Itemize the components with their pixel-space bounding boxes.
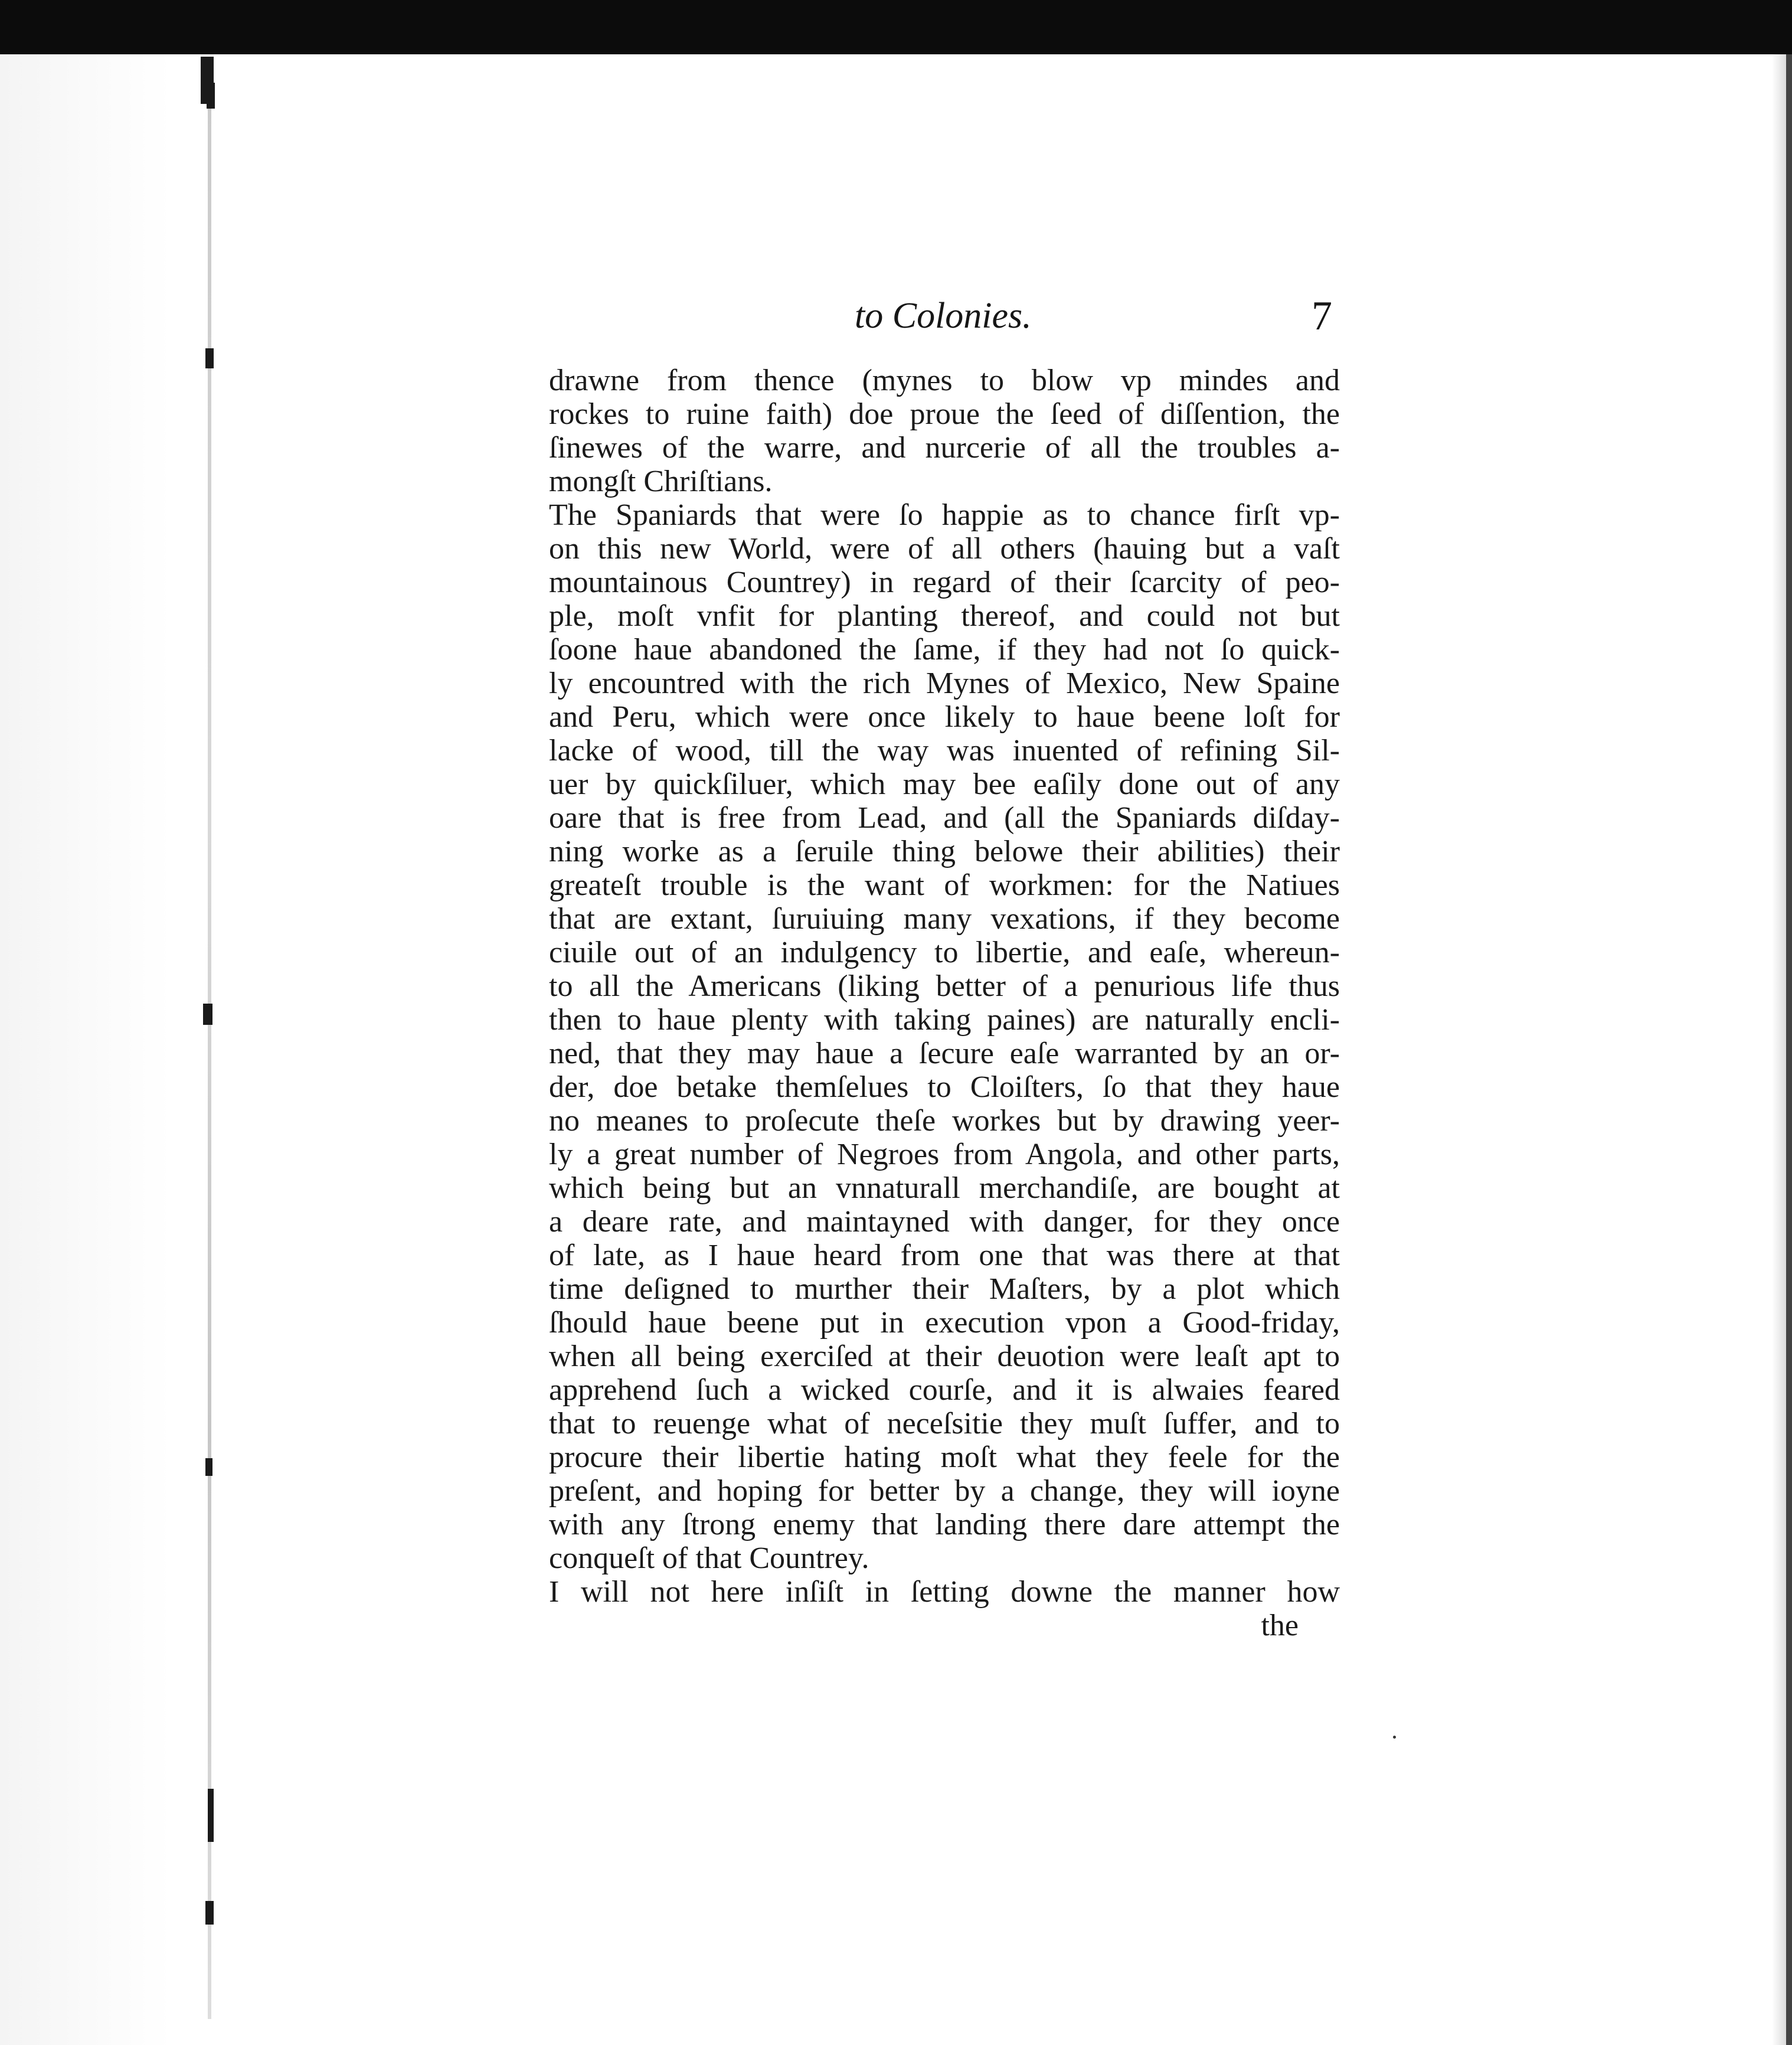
text-line: of late, as I haue heard from one that was there at that — [549, 1239, 1340, 1272]
page-gutter-shadow — [0, 54, 171, 2045]
text-line: oare that is free from Lead, and (all the Spaniards diſday- — [549, 801, 1340, 835]
text-line: ning worke as a ſeruile thing belowe their abilities) their — [549, 835, 1340, 868]
text-line: rockes to ruine faith) doe proue the ſeed of diſſention, the — [549, 397, 1340, 431]
text-line: apprehend ſuch a wicked courſe, and it is alwaies feared — [549, 1373, 1340, 1407]
text-line: ſoone haue abandoned the ſame, if they had not ſo quick- — [549, 633, 1340, 667]
text-line: ſinewes of the warre, and nurcerie of all the troubles a- — [549, 431, 1340, 465]
text-line: der, doe betake themſelues to Cloiſters, ſo that they haue — [549, 1070, 1340, 1104]
text-line: mongſt Chriſtians. — [549, 465, 773, 498]
text-line: ple, moſt vnfit for planting thereof, and could not but — [549, 599, 1340, 633]
running-head: to Colonies. — [855, 296, 1032, 336]
text-line: uer by quickſiluer, which may bee eaſily done out of any — [549, 767, 1340, 801]
text-line: no meanes to proſecute theſe workes but by drawing yeer- — [549, 1104, 1340, 1138]
text-line: when all being exerciſed at their deuotion were leaſt apt to — [549, 1340, 1340, 1373]
text-line: ly encountred with the rich Mynes of Mexico, New Spaine — [549, 667, 1340, 700]
text-line: ſhould haue beene put in execution vpon a Good-friday, — [549, 1306, 1340, 1340]
text-line: to all the Americans (liking better of a penurious life thus — [549, 969, 1340, 1003]
scan-speck — [1393, 1736, 1396, 1739]
text-line: The Spaniards that were ſo happie as to chance firſt vp- — [549, 498, 1340, 532]
text-line: a deare rate, and maintayned with danger, for they once — [549, 1205, 1340, 1239]
scan-top-border — [0, 0, 1792, 54]
text-line: preſent, and hoping for better by a change, they will ioyne — [549, 1474, 1340, 1508]
binding-mark — [205, 1901, 214, 1925]
text-line: ly a great number of Negroes from Angola, and other parts, — [549, 1138, 1340, 1171]
page-right-edge-shadow — [1786, 54, 1792, 2045]
text-line: mountainous Countrey) in regard of their ſcarcity of peo- — [549, 566, 1340, 599]
text-line: procure their libertie hating moſt what they feele for the — [549, 1440, 1340, 1474]
text-line: that to reuenge what of neceſsitie they muſt ſuffer, and to — [549, 1407, 1340, 1440]
text-line: conqueſt of that Countrey. — [549, 1541, 869, 1575]
text-line: and Peru, which were once likely to haue beene loſt for — [549, 700, 1340, 734]
catchword: the — [1261, 1609, 1299, 1642]
text-line: on this new World, were of all others (hauing but a vaſt — [549, 532, 1340, 566]
text-line: that are extant, ſuruiuing many vexations, if they become — [549, 902, 1340, 936]
text-line: lacke of wood, till the way was inuented of refining Sil- — [549, 734, 1340, 767]
text-line: then to haue plenty with taking paines) are naturally encli- — [549, 1003, 1340, 1037]
text-line: drawne from thence (mynes to blow vp mindes and — [549, 364, 1340, 397]
binding-mark — [205, 348, 214, 368]
text-line: greateſt trouble is the want of workmen: for the Natiues — [549, 868, 1340, 902]
text-line: time deſigned to murther their Maſters, by a plot which — [549, 1272, 1340, 1306]
text-line: ciuile out of an indulgency to libertie, and eaſe, whereun- — [549, 936, 1340, 969]
page-number: 7 — [1312, 293, 1332, 339]
binding-mark — [203, 1004, 212, 1025]
binding-mark — [207, 83, 215, 109]
text-line: I will not here inſiſt in ſetting downe the manner how — [549, 1575, 1340, 1609]
binding-mark — [205, 1458, 212, 1476]
text-line: with any ſtrong enemy that landing there dare attempt the — [549, 1508, 1340, 1541]
binding-mark — [208, 1789, 214, 1842]
text-line: ned, that they may haue a ſecure eaſe warranted by an or- — [549, 1037, 1340, 1070]
body-text — [549, 364, 1340, 1642]
text-line: which being but an vnnaturall merchandiſe, are bought at — [549, 1171, 1340, 1205]
